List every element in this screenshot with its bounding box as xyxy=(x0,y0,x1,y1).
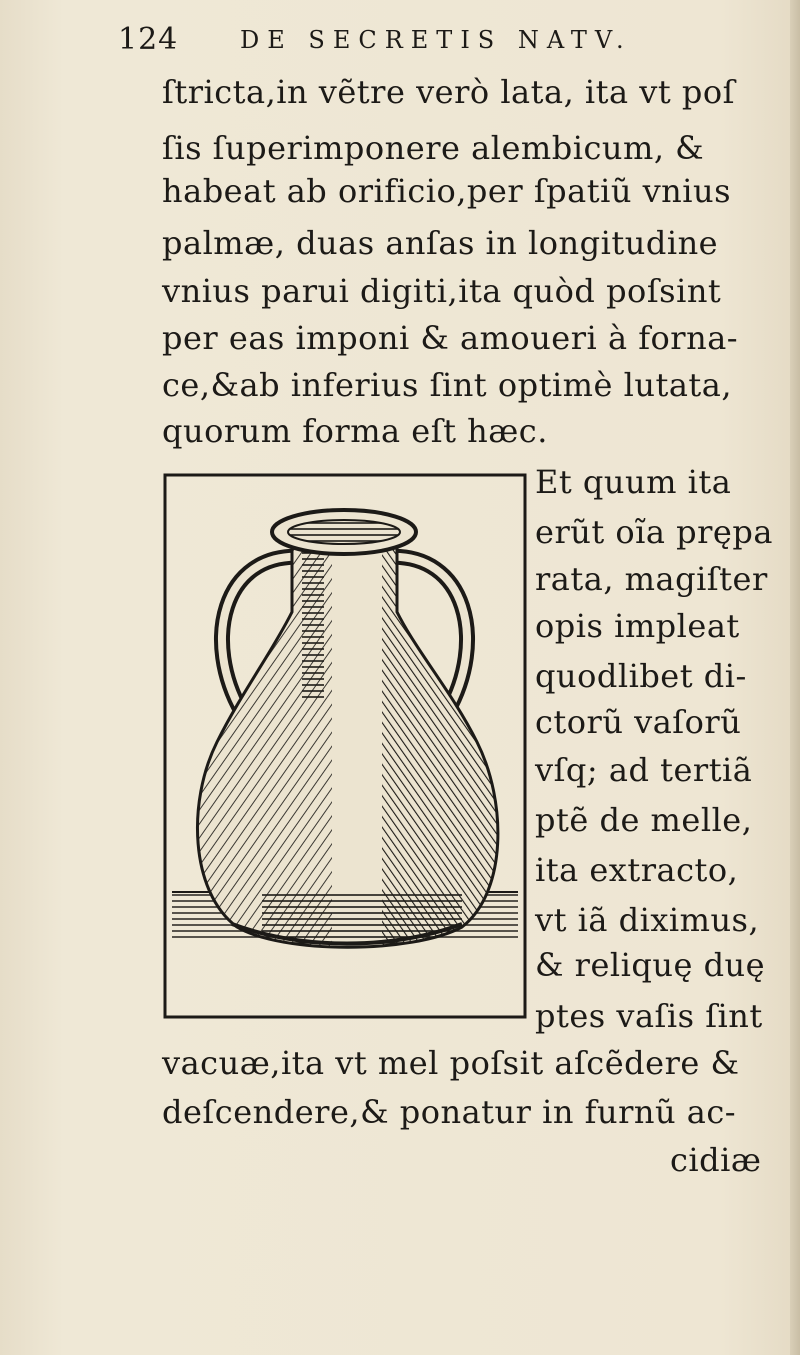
text-line: palmæ, duas anſas in longitudine xyxy=(162,224,719,262)
side-text-line: ptes vaſis ſint xyxy=(535,997,763,1035)
text-line: ſis ſuperimponere alembicum, & xyxy=(162,129,705,167)
page-edge xyxy=(790,0,800,1355)
text-line: ſtricta,in vẽtre verò lata, ita vt poſ xyxy=(162,73,735,111)
side-text-line: & reliquę duę xyxy=(535,946,766,984)
side-text-line: ita extracto, xyxy=(535,851,739,889)
text-line: habeat ab orificio,per ſpatiũ vnius xyxy=(162,172,732,210)
folio-number: 124 xyxy=(118,22,179,57)
text-line: vacuæ,ita vt mel poſsit aſcẽdere & xyxy=(162,1044,740,1082)
running-title: DE SECRETIS NATV. xyxy=(240,26,632,54)
catchword: cidiæ xyxy=(670,1141,762,1179)
text-line: per eas imponi & amoueri à forna- xyxy=(162,319,739,357)
side-text-line: ptẽ de melle, xyxy=(535,801,753,839)
text-line: deſcendere,& ponatur in furnũ ac- xyxy=(162,1093,737,1131)
page-header xyxy=(118,22,718,60)
side-text-line: vſq; ad tertiã xyxy=(535,751,753,789)
side-text-line: quodlibet di- xyxy=(535,657,747,695)
side-text-line: rata, magiſter xyxy=(535,560,768,598)
text-line: ce,&ab inferius ſint optimè lutata, xyxy=(162,366,733,404)
side-text-line: erũt oĩa prępa xyxy=(535,513,773,551)
woodcut-jar-figure xyxy=(162,472,528,1020)
side-text-line: vt iã diximus, xyxy=(535,901,760,939)
side-text-line: opis impleat xyxy=(535,607,740,645)
side-text-line: Et quum ita xyxy=(535,463,732,501)
text-line: quorum forma eſt hæc. xyxy=(162,412,548,450)
side-text-line: ctorũ vaſorũ xyxy=(535,703,742,741)
text-line: vnius parui digiti,ita quòd poſsint xyxy=(162,272,722,310)
